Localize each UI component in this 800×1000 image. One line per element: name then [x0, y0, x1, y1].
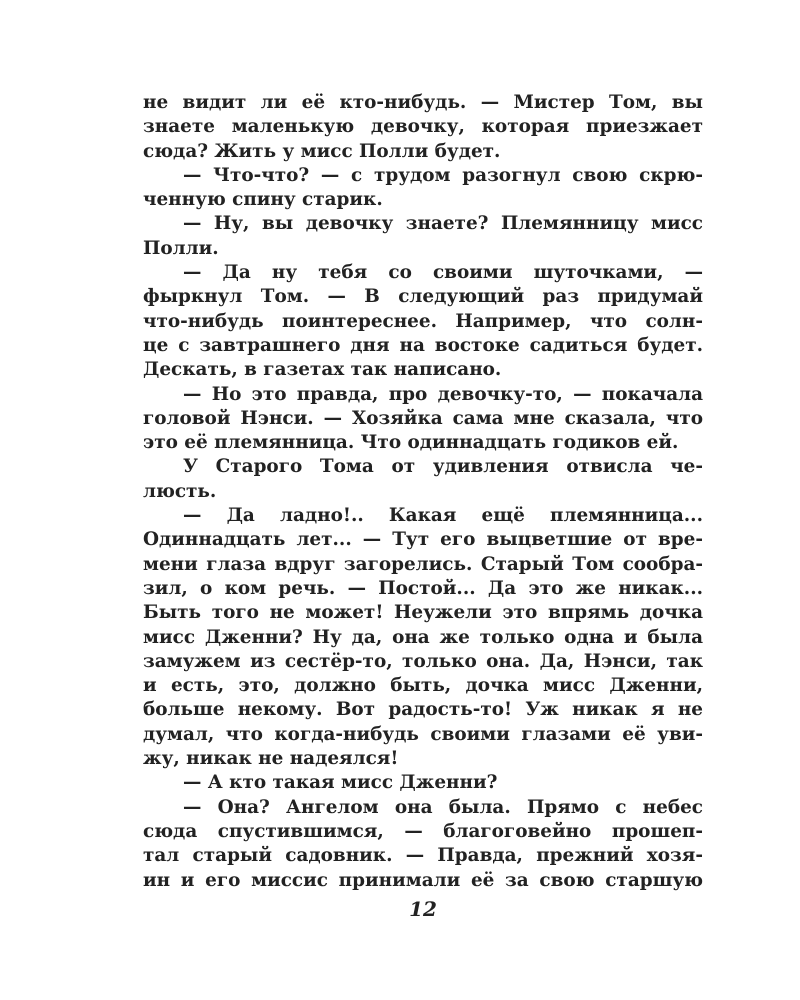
text-line: Быть того не может! Неужели это впрямь дочка [143, 602, 703, 624]
page-number: 12 [409, 897, 437, 921]
text-line: думал, что когда-нибудь своими глазами её уви- [143, 723, 703, 745]
text-line: — Что-что? — с трудом разогнул свою скрю- [183, 164, 703, 186]
text-line: У Старого Тома от удивления отвисла че- [183, 456, 703, 478]
text-line: сюда спустившимся, — благоговейно прошеп- [143, 820, 703, 842]
text-line: замужем из сестёр-то, только она. Да, Нэнси, так [143, 650, 703, 672]
text-line: больше некому. Вот радость-то! Уж никак я не [143, 699, 703, 721]
text-line: тал старый садовник. — Правда, прежний хозя- [143, 845, 703, 867]
text-line: сюда? Жить у мисс Полли будет. [143, 140, 501, 162]
text-line: Одиннадцать лет... — Тут его выцветшие от вре- [143, 529, 703, 551]
text-line: мени глаза вдруг загорелись. Старый Том сообра- [143, 553, 703, 575]
text-line: зил, о ком речь. — Постой... Да это же никак... [143, 577, 703, 599]
text-line: — Ну, вы девочку знаете? Племянницу мисс [183, 213, 703, 235]
text-line: это её племянница. Что одиннадцать годиков ей. [143, 432, 679, 454]
text-line: жу, никак не надеялся! [143, 748, 399, 770]
text-line: Дескать, в газетах так написано. [143, 359, 502, 381]
text-line: — Да ладно!.. Какая ещё племянница... [183, 505, 703, 527]
text-line: — А кто такая мисс Дженни? [183, 772, 498, 794]
text-line: — Она? Ангелом она была. Прямо с небес [183, 796, 703, 818]
text-line: люсть. [143, 480, 217, 502]
text-line: Полли. [143, 237, 219, 259]
text-line: — Но это правда, про девочку-то, — покачала [183, 383, 703, 405]
text-line: головой Нэнси. — Хозяйка сама мне сказала, что [143, 407, 703, 429]
text-line: ин и его миссис принимали её за свою старшую [143, 869, 703, 891]
text-line: знаете маленькую девочку, которая приезжает [143, 116, 703, 138]
body-text [143, 91, 703, 893]
text-line: — Да ну тебя со своими шуточками, — [183, 262, 703, 284]
text-line: что-нибудь поинтереснее. Например, что солн- [143, 310, 703, 332]
text-line: не видит ли её кто-нибудь. — Мистер Том, вы [143, 92, 703, 113]
text-line: фыркнул Том. — В следующий раз придумай [143, 286, 703, 308]
text-line: ченную спину старик. [143, 189, 383, 211]
text-line: и есть, это, должно быть, дочка мисс Дженни, [143, 675, 703, 697]
text-line: мисс Дженни? Ну да, она же только одна и была [143, 626, 703, 648]
text-line: це с завтрашнего дня на востоке садиться будет. [143, 334, 703, 356]
